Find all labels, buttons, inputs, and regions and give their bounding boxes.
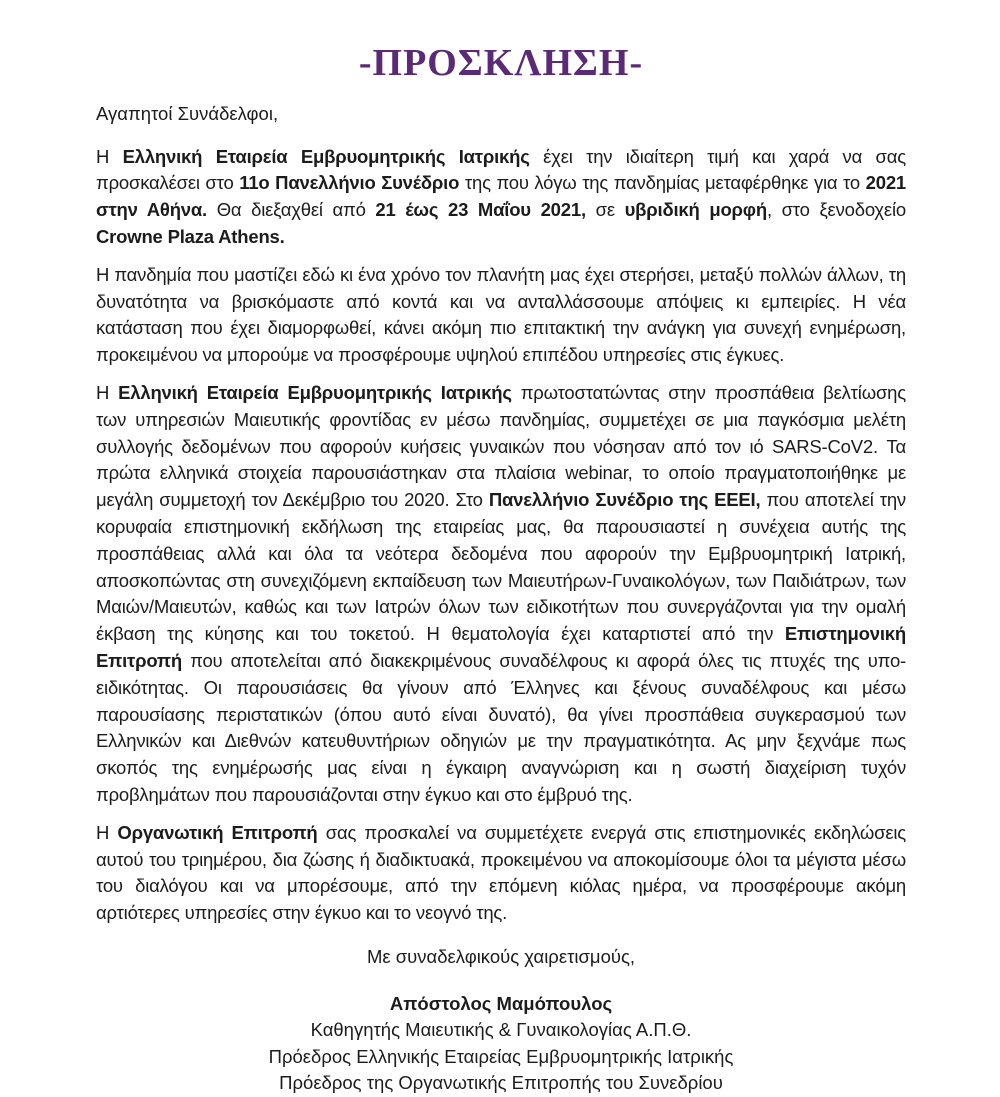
text-run: που αποτελεί την κορυφαία επιστημονική εκδήλωση της εταιρείας μας, θα παρουσιαστεί η συνέχεια αυτής της προσπάθειας αλλά και όλα τα νεότερα δεδομένα που αφορούν την Εμβρυομητρική Ιατρική, αποσκοπώντας στη συνεχιζόμενη εκπαίδευση των Μαιευτήρων-Γυναικολόγων, των Παιδιάτρων, των Μαιών/Μαιευτών, καθώς και των Ιατρών όλων των ειδικοτήτων που συνεργάζονται για την ομαλή έκβαση της κύησης και του τοκετού. Η θεματολογία έχει καταρτιστεί από την — [96, 489, 906, 645]
greeting-line: Αγαπητοί Συνάδελφοι, — [96, 102, 279, 124]
signature-role-1: Καθηγητής Μαιευτικής & Γυναικολογίας Α.Π.Θ. — [310, 1019, 692, 1040]
document-title: -ΠΡΟΣΚΛΗΣΗ- — [358, 42, 644, 84]
text-run: της που λόγω της πανδημίας μεταφέρθηκε για το — [459, 172, 866, 194]
body-paragraphs — [96, 144, 906, 927]
bold-text-run: Crowne Plaza Athens. — [96, 226, 285, 248]
text-run: που αποτελείται από διακεκριμένους συναδέλφους κι αφορά όλες τις πτυχές της υπο-ειδικότητας. Οι παρουσιάσεις θα γίνουν από Έλληνες και ξένους συναδέλφους και μέσω παρουσίασης περιστατικών (όπου αυτό είναι δυνατό), θα γίνει προσπάθεια συγκερασμού των Ελληνικών και Διεθνών κατευθυντήριων οδηγιών με την πραγματικότητα. Ας μην ξεχνάμε πως σκοπός της ενημέρωσής μας είναι η έγκαιρη αναγνώριση και η σωστή διαχείριση τυχόν προβλημάτων που παρουσιάζονται στην έγκυο και στο έμβρυό της. — [96, 650, 906, 806]
text-run: έχει την ιδιαίτερη τιμή και χαρά να σας προσκαλέσει στο — [96, 145, 906, 194]
paragraph-4 — [96, 820, 906, 927]
signature-role-3: Πρόεδρος της Οργανωτικής Επιτροπής του Συνεδρίου — [279, 1072, 723, 1093]
bold-text-run: 2021 στην Αθήνα. — [96, 172, 907, 221]
signature-role-2: Πρόεδρος Ελληνικής Εταιρείας Εμβρυομητρικής Ιατρικής — [268, 1045, 734, 1067]
text-run: Θα διεξαχθεί από — [207, 199, 376, 221]
bold-text-run: Ελληνική Εταιρεία Εμβρυομητρικής Ιατρικής — [122, 145, 530, 167]
closing-block — [96, 944, 906, 1097]
text-run: σε — [585, 199, 625, 221]
bold-text-run: Οργανωτική Επιτροπή — [117, 821, 318, 843]
bold-text-run: Πανελλήνιο Συνέδριο της ΕΕΕΙ, — [488, 489, 761, 511]
text-run: σας προσκαλεί να συμμετέχετε ενεργά στις επιστημονικές εκδηλώσεις αυτού του τριημέρου, δια ζώσης ή διαδικτυακά, προκειμένου να αποκομίσουμε όλοι τα μέγιστα μέσω του διαλόγου και να μπορέσουμε, από την επόμενη κιόλας ημέρα, να προσφέρουμε ακόμη αρτιότερες υπηρεσίες στην έγκυο και το νεογνό της. — [96, 821, 906, 924]
closing-salutation: Με συναδελφικούς χαιρετισμούς, — [366, 946, 636, 967]
text-run: Η πανδημία που μαστίζει εδώ κι ένα χρόνο τον πλανήτη μας έχει στερήσει, μεταξύ πολλών άλλων, τη δυνατότητα να βρισκόμαστε από κοντά και να ανταλλάσσουμε απόψεις κι εμπειρίες. Η νέα κατάσταση που έχει διαμορφωθεί, κάνει ακόμη πιο επιτακτική την ανάγκη για συνεχή ενημέρωση, προκειμένου να μπορούμε να προσφέρουμε υψηλού επιπέδου υπηρεσίες στις έγκυες. — [96, 263, 906, 366]
paragraph-2 — [96, 262, 906, 369]
text-run: Η — [96, 145, 123, 167]
bold-text-run: υβριδική μορφή — [624, 199, 767, 221]
text-run: Η — [96, 382, 119, 404]
bold-text-run: Επιστημονική Επιτροπή — [96, 623, 906, 672]
paragraph-1 — [96, 144, 906, 251]
bold-text-run: Ελληνική Εταιρεία Εμβρυομητρικής Ιατρικής — [118, 382, 512, 404]
text-run: , στο ξενοδοχείο — [766, 199, 906, 221]
bold-text-run: 11ο Πανελλήνιο Συνέδριο — [239, 172, 460, 194]
text-run: Η — [96, 821, 118, 843]
text-run: πρωτοστατώντας στην προσπάθεια βελτίωσης των υπηρεσιών Μαιευτικής φροντίδας εν μέσω πανδημίας, συμμετέχει σε μια παγκόσμια μελέτη συλλογής δεδομένων που αφορούν κυήσεις γυναικών που νόσησαν από τον ιό SARS-CoV2. Τα πρώτα ελληνικά στοιχεία παρουσιάστηκαν στα πλαίσια webinar, το οποίο πραγματοποιήθηκε με μεγάλη συμμετοχή τον Δεκέμβριο του 2020. Στο — [96, 382, 906, 511]
paragraph-3 — [96, 380, 906, 809]
signature-name: Απόστολος Μαμόπουλος — [389, 992, 613, 1014]
bold-text-run: 21 έως 23 Μαΐου 2021, — [375, 199, 586, 221]
